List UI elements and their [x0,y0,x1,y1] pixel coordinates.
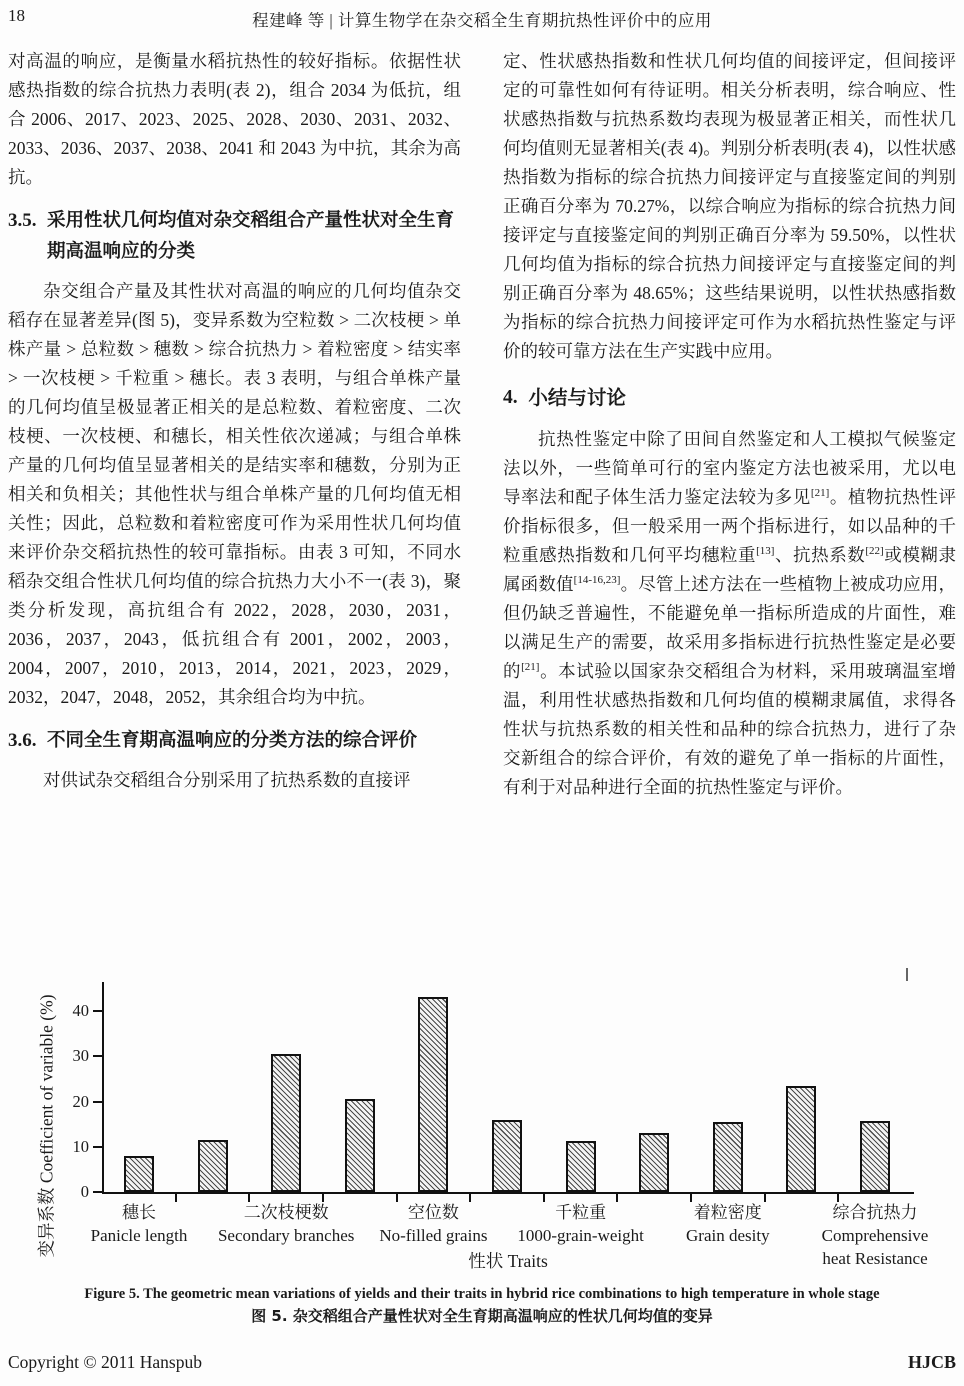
citation-ref: [21] [810,487,830,500]
category-label-en: Secondary branches [217,1226,355,1245]
category-label-cn: 着粒密度 [693,1203,762,1222]
figure-5-chart [0,958,964,1288]
paragraph: 对高温的响应，是衡量水稻抗热性的较好指标。依据性状感热指数的综合抗热力表明(表 2)，组合 2034 为低抗，组合 2006、2017、2023、2025、2028、2030、2031、2032、2033、2036、2037、2038、2041 和 2043 为中抗，其余为高抗。 [8,51,461,187]
x-tick [543,1194,545,1202]
page-footer [8,1352,956,1380]
citation-ref: [21] [521,661,540,674]
bar-6 [492,1120,522,1192]
category-label-cn: 穗长 [122,1203,156,1222]
section-number: 3.6. [8,730,37,751]
category-label [780,1201,964,1270]
paragraph: 杂交组合产量及其性状对高温的响应的几何均值杂交稻存在显著差异(图 5)，变异系数为空粒数 > 二次枝梗 > 单株产量 > 总粒数 > 穗数 > 综合抗热力 > 着粒密度 > 结实率 > 一次枝梗 > 千粒重 > 穗长。表 3 表明，与组合单株产量的几何均值呈极显著正相关的是总粒数、着粒密度、二次枝梗、一次枝梗、和穗长，相关性依次递减；与组合单株产量的几何均值呈显著相关的是结实率和穗数，分别为正相关和负相关；其他性状与组合单株产量的几何均值无相关性；因此，总粒数和着粒密度可作为采用性状几何均值来评价杂交稻抗热性的较可靠指标。由表 3 可知，不同水稻杂交组合性状几何均值的综合抗热力大小不一(表 3)，聚类分析发现，高抗组合有 2022，2028，2030，2031，2036，2037，2043，低抗组合有 2001，2002，2003，2004，2007，2010，2013，2014，2021，2023，2029，2032，2047，2048，2052，其余组合均为中抗。 [8,281,461,707]
citation-ref: [22] [865,545,884,558]
category-label-en: Panicle length [90,1226,188,1245]
category-label-en: No-filled grains [379,1226,488,1245]
bar-5 [418,997,448,1192]
section-title: 采用性状几何均值对杂交稻组合产量性状对全生育期高温响应的分类 [46,210,454,262]
section-heading-4 [503,382,956,413]
y-axis-line [102,982,104,1194]
category-label-cn: 二次枝梗数 [243,1203,329,1222]
y-tick [93,1191,103,1193]
bar-2 [198,1140,228,1192]
bar-3 [271,1054,301,1192]
section-number: 3.5. [8,210,37,231]
section-number: 4. [503,387,518,408]
bar-4 [345,1099,375,1192]
x-tick [175,1194,177,1202]
figure-caption [0,1285,964,1326]
y-tick [93,1055,103,1057]
stray-mark [906,968,908,981]
category-label-cn: 综合抗热力 [832,1203,918,1222]
y-axis-title: 变异系数 Coefficient of variable (%) [36,994,57,1258]
category-label-en: heat Resistance [822,1249,928,1268]
running-title: 程建峰 等 | 计算生物学在杂交稻全生育期抗热性评价中的应用 [252,11,712,30]
x-tick [764,1194,766,1202]
section-title: 不同全生育期高温响应的分类方法的综合评价 [46,730,417,751]
x-tick [248,1194,250,1202]
paragraph: 对供试杂交稻组合分别采用了抗热系数的直接评 [43,770,411,790]
section-heading-3-5 [8,205,461,267]
category-label-en: 1000-grain-weight [517,1226,644,1245]
y-tick [93,1101,103,1103]
x-axis-title: 性状 Traits [468,1251,548,1271]
y-tick-label: 10 [72,1136,89,1156]
y-tick [93,1010,103,1012]
page-number: 18 [8,6,25,25]
paragraph: 定、性状感热指数和性状几何均值的间接评定，但间接评定的可靠性如何有待证明。相关分析表明，综合响应、性状感热指数与抗热系数均表现为极显著正相关，而性状几何均值则无显著相关(表 4)。判别分析表明(表 4)，以性状感热指数为指标的综合抗热力间接评定与直接鉴定间的判别正确百分率为 70.27%，以综合响应为指标的综合抗热力间接评定与直接鉴定间的判别正确百分率为 59.50%，以性状几何均值为指标的综合抗热力间接评定与直接鉴定间的判别正确百分率为 48.65%；这些结果说明，以性状热感指数为指标的综合抗热力间接评定可作为水稻抗热性鉴定与评价的较可靠方法在生产实践中应用。 [503,51,956,361]
citation-ref: [14-16,23] [573,574,621,587]
bar-1 [124,1156,154,1192]
right-column [503,47,956,802]
journal-code: HJCB [907,1352,956,1372]
y-tick [93,1146,103,1148]
x-tick [837,1194,839,1202]
y-tick-label: 20 [72,1091,89,1111]
bar-10 [786,1086,816,1192]
x-tick [690,1194,692,1202]
bar-11 [860,1121,890,1192]
y-tick-label: 40 [72,1001,89,1021]
section-heading-3-6 [8,725,461,756]
page-header [8,6,956,32]
x-axis-line [102,1192,914,1194]
section-title: 小结与讨论 [528,386,626,409]
citation-ref: [13] [756,545,775,558]
x-tick [396,1194,398,1202]
left-column [8,47,461,802]
body-columns [8,47,956,802]
bar-9 [713,1122,743,1192]
paragraph: 抗热性鉴定中除了田间自然鉴定和人工模拟气候鉴定法以外，一些简单可行的室内鉴定方法也被采用，尤以电导率法和配子体生活力鉴定法较为多见[21]。植物抗热性评价指标很多，但一般采用一两个指标进行，如以品种的千粒重感热指数和几何平均穗粒重[13]、抗热系数[22]或模糊隶属函数值[14-16,23]。尽管上述方法在一些植物上被成功应用，但仍缺乏普遍性，不能避免单一指标所造成的片面性，难以满足生产的需要，故采用多指标进行抗热性鉴定是必要的[21]。本试验以国家杂交稻组合为材料，采用玻璃温室增温，利用性状感热指数和几何均值的模糊隶属值，求得各性状与抗热系数的相关性和品种的综合抗热力，进行了杂交新组合的综合评价，有效的避免了单一指标的片面性，有利于对品种进行全面的抗热性鉴定与评价。 [503,429,957,797]
y-tick-label: 30 [72,1046,89,1066]
x-tick [616,1194,618,1202]
category-label-cn: 千粒重 [555,1203,607,1222]
category-label-en: Comprehensive [821,1226,929,1245]
category-label-en: Grain desity [686,1226,770,1245]
figure-caption-chinese: 图 5. 杂交稻组合产量性状对全生育期高温响应的性状几何均值的变异 [251,1307,713,1325]
bar-7 [566,1141,596,1192]
category-label-cn: 空位数 [407,1203,459,1222]
copyright-notice: Copyright © 2011 Hanspub [8,1352,202,1372]
bar-8 [639,1133,669,1192]
x-tick [322,1194,324,1202]
y-tick-label: 0 [80,1182,89,1201]
x-tick [469,1194,471,1202]
figure-caption-english: Figure 5. The geometric mean variations of yields and their traits in hybrid rice combinations to high temperature in whole stage [84,1286,880,1302]
